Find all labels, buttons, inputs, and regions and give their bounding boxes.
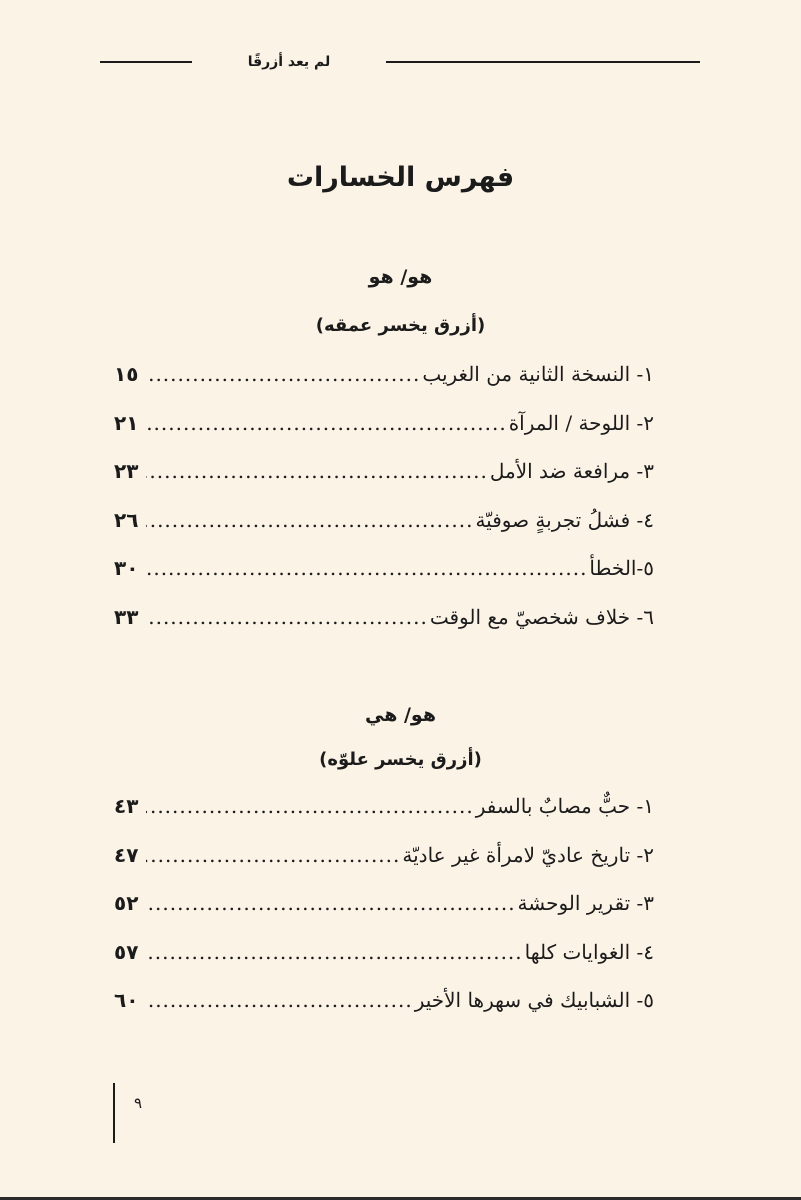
toc-row[interactable] bbox=[114, 399, 654, 448]
toc-entry-label: ٤- الغوايات كلها bbox=[524, 939, 654, 964]
header-rule-left bbox=[100, 61, 192, 63]
section-2-subheading: (أزرق يخسر علوّه) bbox=[319, 749, 482, 770]
toc-title: فهرس الخسارات bbox=[286, 162, 515, 193]
toc-page-number: ٣٣ bbox=[114, 604, 139, 629]
running-header bbox=[100, 50, 700, 74]
toc-row[interactable] bbox=[114, 928, 654, 977]
toc-row[interactable] bbox=[114, 782, 654, 831]
section-1-heading: هو/ هو bbox=[368, 266, 433, 288]
header-rule-right bbox=[386, 61, 700, 63]
toc-row[interactable] bbox=[114, 496, 654, 545]
section-2-toc-list bbox=[114, 782, 654, 1025]
toc-entry-label: ٤- فشلُ تجربةٍ صوفيّة bbox=[475, 507, 654, 532]
toc-page-number: ٤٧ bbox=[114, 842, 139, 867]
leader-dots bbox=[146, 937, 523, 967]
running-header-title: لم يعد أزرقًا bbox=[247, 54, 331, 70]
leader-dots bbox=[146, 840, 400, 870]
toc-entry-label: ١- حبٌّ مصابٌ بالسفر bbox=[475, 794, 654, 819]
toc-page-number: ٥٧ bbox=[114, 939, 139, 964]
toc-page-number: ٣٠ bbox=[114, 556, 139, 581]
leader-dots bbox=[146, 359, 420, 389]
toc-entry-label: ٥- الشبابيك في سهرها الأخير bbox=[414, 988, 654, 1013]
leader-dots bbox=[146, 505, 473, 535]
section-2-heading: هو/ هي bbox=[364, 704, 437, 726]
leader-dots bbox=[146, 602, 428, 632]
toc-entry-label: ٢- تاريخ عاديّ لامرأة غير عاديّة bbox=[402, 842, 654, 867]
leader-dots bbox=[146, 985, 413, 1015]
toc-row[interactable] bbox=[114, 350, 654, 399]
toc-entry-label: ٦- خلاف شخصيّ مع الوقت bbox=[429, 604, 654, 629]
section-1-subheading: (أزرق يخسر عمقه) bbox=[315, 315, 486, 336]
toc-entry-label: ١- النسخة الثانية من الغريب bbox=[422, 362, 654, 387]
section-1-toc-list bbox=[114, 350, 654, 641]
toc-row[interactable] bbox=[114, 831, 654, 880]
folio-rule bbox=[113, 1083, 115, 1143]
toc-entry-label: ٣- مرافعة ضد الأمل bbox=[489, 459, 654, 484]
toc-page-number: ٦٠ bbox=[114, 988, 139, 1013]
toc-page-number: ٤٣ bbox=[114, 794, 139, 819]
toc-row[interactable] bbox=[114, 593, 654, 642]
toc-entry-label: ٥-الخطأ bbox=[589, 556, 654, 581]
toc-page-number: ٥٢ bbox=[114, 891, 139, 916]
toc-row[interactable] bbox=[114, 544, 654, 593]
toc-page-number: ١٥ bbox=[114, 362, 139, 387]
toc-row[interactable] bbox=[114, 976, 654, 1025]
toc-row[interactable] bbox=[114, 447, 654, 496]
page-number: ٩ bbox=[134, 1094, 143, 1112]
leader-dots bbox=[146, 456, 488, 486]
toc-entry-label: ٢- اللوحة / المرآة bbox=[508, 410, 654, 435]
toc-page-number: ٢١ bbox=[114, 410, 139, 435]
toc-page-number: ٢٣ bbox=[114, 459, 139, 484]
leader-dots bbox=[146, 791, 474, 821]
leader-dots bbox=[146, 553, 587, 583]
leader-dots bbox=[146, 888, 516, 918]
toc-row[interactable] bbox=[114, 879, 654, 928]
toc-page-number: ٢٦ bbox=[114, 507, 139, 532]
leader-dots bbox=[146, 408, 507, 438]
toc-entry-label: ٣- تقرير الوحشة bbox=[517, 891, 654, 916]
